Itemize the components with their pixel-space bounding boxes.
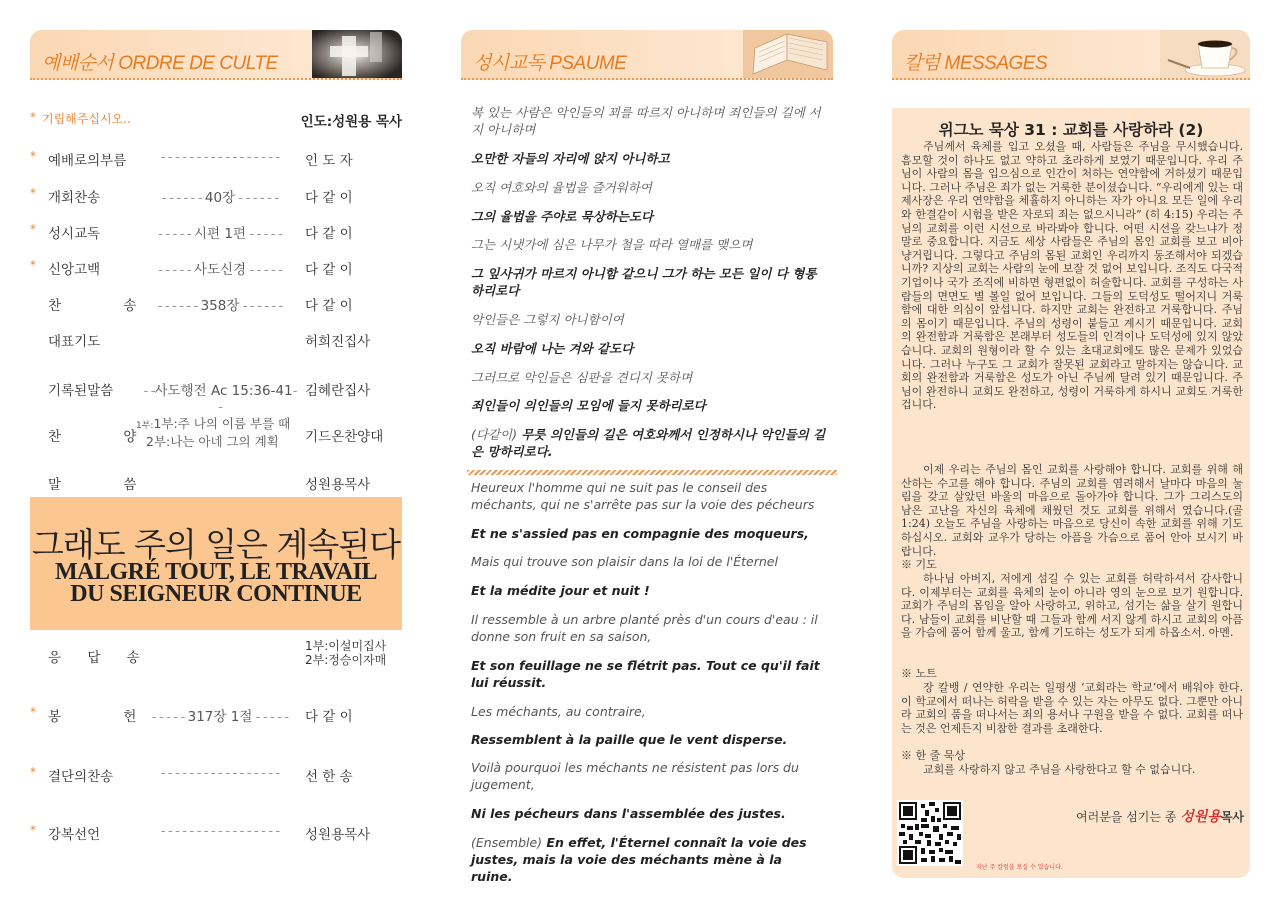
star-mark: * [30, 222, 36, 236]
order-item-detail: - - - - - - 358장 - - - - - - [157, 298, 283, 314]
star-mark: * [30, 823, 36, 837]
order-row [30, 416, 402, 457]
star-mark: * [30, 110, 36, 124]
order-item-detail: - - - - - - - - - - - - - - - - - [160, 149, 280, 165]
order-header-title: 예배순서 ORDRE DE CULTE [42, 53, 278, 74]
messages-header-title: 칼럼 MESSAGES [904, 53, 1048, 74]
order-item-name: 강복선언 [48, 827, 101, 843]
psalm-ko-line: 악인들은 그렇지 아니함이여 [471, 312, 624, 327]
qr-code[interactable] [897, 800, 963, 866]
messages-column [892, 30, 1250, 80]
star-mark: * [30, 186, 36, 200]
prayer-paragraph: 하나님 아버지, 저에게 섬길 수 있는 교회를 허락하셔서 감사합니다. 이제부터는 교회를 육체의 눈이 아니라 영의 눈으로 보기 원합니다. 교회가 주님의 몸임을 알아 사랑하고, 위하고, 섬기는 삶을 살기 원합니다. 남들이 교회를 비난할 때 그들과 함께 서지 않게 하시고 교회의 아픔을 가슴에 품어 함께 울고, 함께 기도하는 성도가 되게 하옵소서. 아멘. [901, 572, 1243, 640]
sermon-title-banner [30, 497, 402, 630]
psalm-ko-line: (다같이) 무릇 의인들의 길은 여호와께서 인정하시나 악인들의 길은 망하리로다. [471, 427, 826, 459]
message-paragraph: 이제 우리는 주님의 몸인 교회를 사랑해야 합니다. 교회를 위해 해산하는 수고를 해야 합니다. 주님의 교회를 염려해서 날마다 마음의 눌림을 갖고 살았던 바울의 마음으로 돌아가야 합니다. 그가 그리스도의 남은 고난을 자신의 육체에 채웠던 것도 교회를 위해서 였습니다.(골 1:24) 오늘도 주님을 사랑하는 마음으로 당신이 속한 교회를 위해 기도하십시오. 교회와 교우가 당하는 아픔을 가슴으로 품어 안아 보시기 바랍니다. [901, 463, 1243, 558]
cross-photo [312, 30, 402, 78]
psalm-ko-line: 그러므로 악인들은 심판을 견디지 못하며 [471, 370, 693, 385]
coffee-photo [1160, 30, 1250, 78]
choir-song-first: 1부:주 나의 이름 부를 때 [153, 416, 291, 431]
prayer-heading: ※ 기도 [901, 558, 937, 571]
order-item-detail: - - - - - - - - - - - - - - - - - [160, 823, 280, 839]
psalm-fr-line: Heureux l'homme qui ne suit pas le conseil des méchants, qui ne s'arrête pas sur la voie des pécheurs [471, 480, 815, 512]
presider: 인도:성원용 목사 [300, 114, 402, 130]
signature-name: 성원용 [1180, 809, 1221, 825]
order-item-leader: 다 같 이 [305, 298, 353, 314]
meditation-line: 교회를 사랑하지 않고 주님을 사랑한다고 할 수 없습니다. [923, 763, 1196, 776]
order-item-leader: 선 한 송 [305, 769, 353, 785]
psalm-ko-line: 복 있는 사람은 악인들의 꾀를 따르지 아니하며 죄인들의 길에 서지 아니하며 [471, 105, 821, 137]
order-item-leader: 성원용목사 [305, 827, 371, 843]
psalm-fr-line: Et ne s'assied pas en compagnie des moqueurs, [471, 526, 809, 541]
psalm-ko-line: 그의 율법을 주야로 묵상하는도다 [471, 209, 654, 224]
order-item-detail: - - - - - - 40장 - - - - - - [161, 190, 279, 206]
qr-note: 지난 주 칼럼을 보실 수 있습니다. [976, 864, 1063, 871]
sermon-title-korean: 그래도 주의 일은 계속된다 [31, 525, 401, 564]
order-item-name: 말 씀 [48, 477, 137, 493]
order-item-leader: 1부:이설미집사 2부:정승이자매 [305, 639, 387, 667]
note-heading: ※ 노트 [901, 667, 937, 680]
messages-header [892, 30, 1250, 80]
star-mark: * [30, 149, 36, 163]
order-item-leader: 다 같 이 [305, 226, 353, 242]
psalm-column [461, 30, 833, 80]
psalm-header-title: 성시교독 PSAUME [473, 53, 627, 74]
order-item-detail: - -사도행전 Ac 15:36-41- - [143, 383, 297, 415]
order-item-name: 응 답 송 [48, 650, 140, 666]
choir-song-second: 2부:나는 아네 그의 계획 [146, 434, 279, 449]
order-column [30, 30, 402, 80]
order-item-leader: 성원용목사 [305, 477, 371, 493]
order-item-name: 개회찬송 [48, 190, 101, 206]
order-item-leader: 다 같 이 [305, 190, 353, 206]
psalm-fr-line: (Ensemble) En effet, l'Éternel connaît la voie des justes, mais la voie des méchants mène à la ruine. [471, 835, 807, 884]
psalm-fr-line: Mais qui trouve son plaisir dans la loi de l'Éternel [471, 554, 778, 569]
psalm-ko-line: 죄인들이 의인들의 모임에 들지 못하리로다 [471, 398, 706, 413]
order-item-leader: 허희진집사 [305, 334, 371, 350]
psalm-fr-line: Il ressemble à un arbre planté près d'un cours d'eau : il donne son fruit en sa saison, [471, 612, 818, 644]
order-item-name: 찬 송 [48, 298, 137, 314]
order-item-detail: 1부:1부:주 나의 이름 부를 때 2부:나는 아네 그의 계획 [136, 416, 291, 449]
psalm-ko-line: 그는 시냇가에 심은 나무가 철을 따라 열매를 맺으며 [471, 237, 753, 252]
psalm-fr-line: Et la médite jour et nuit ! [471, 583, 650, 598]
star-mark: * [30, 705, 36, 719]
psalm-fr-line: Et son feuillage ne se flétrit pas. Tout ce qu'il fait lui réussit. [471, 658, 820, 690]
psalm-fr-line: Ni les pécheurs dans l'assemblée des justes. [471, 806, 786, 821]
order-item-detail: - - - - - 317장 1절 - - - - - [151, 709, 289, 725]
meditation-heading: ※ 한 줄 묵상 [901, 749, 965, 762]
stand-instruction: 기립해주십시오.. [42, 112, 131, 126]
order-item-name: 성시교독 [48, 226, 101, 242]
message-paragraph: 주님께서 육체를 입고 오셨을 때, 사람들은 주님을 무시했습니다. 흠모할 것이 하나도 없고 약하고 초라하게 보였기 때문입니다. 우리 주님이 사람의 몸을 입으심으로 인간이 처하는 연약함에 거하셨기 때문입니다. 그러나 주님은 죄가 없는 거룩한 분이셨습니다. “우리에게 있는 대제사장은 우리 연약함을 체휼하지 아니하는 자가 아니요 모든 일에 우리와 한결같이 시험을 받은 자로되 죄는 없으시니라” (히 4:15) 우리는 주님의 교회를 이런 시선으로 바라봐야 합니다. 어떤 시선을 갖느냐가 정말로 중요합니다. 지금도 세상 사람들은 주님의 몸인 교회를 보고 비아냥거립니다. 그렇다고 주님의 몸된 교회인 우리까지 동조해서야 되겠습니까? 지상의 교회는 사람의 눈에 보잘 것 없어 보입니다. 조직도 다국적 기업이나 국가 조직에 비하면 형편없이 허술합니다. 교회를 구성하는 사람들의 면면도 별 볼일 없어 보입니다. 그들의 도덕성도 떨어지니 거룩함에 대한 의심이 앞섭니다. 하지만 교회는 완전하고 거룩합니다. 주님의 몸이기 때문입니다. 주님의 성령이 붙들고 계시기 때문입니다. 교회의 완전함과 거룩함은 본래부터 성도들의 인격이나 도덕성에 있지 않았습니다. 교회의 원형이라 할 수 있는 초대교회에도 많은 문제가 있었습니다. 그러나 누구도 그 교회가 잘못된 교회라고 말하지는 않습니다. 교회의 완전함과 거룩함은 성도가 아닌 주님께 달려 있기 때문입니다. 주님이 완전하니 교회도 완전하고, 성령이 거룩하게 하시니 교회도 거룩한 겁니다. [901, 140, 1243, 412]
sermon-title-french: MALGRÉ TOUT, LE TRAVAIL DU SEIGNEUR CONTINUE [55, 559, 377, 607]
order-item-name: 찬 양 [48, 429, 137, 445]
order-item-detail: - - - - - - - - - - - - - - - - - [160, 765, 280, 781]
signature-title: 목사 [1220, 810, 1244, 824]
psalm-fr-line: Voilà pourquoi les méchants ne résistent pas lors du jugement, [471, 760, 799, 792]
star-mark: * [30, 258, 36, 272]
order-item-detail: - - - - - 사도신경 - - - - - [158, 262, 282, 278]
order-item-name: 기록된말씀 [48, 383, 114, 399]
order-item-leader: 다 같 이 [305, 709, 353, 725]
order-item-leader: 김혜란집사 [305, 383, 371, 399]
order-item-name: 신앙고백 [48, 262, 101, 278]
psalm-fr-line: Les méchants, au contraire, [471, 704, 646, 719]
signature-line [1040, 806, 1244, 826]
psalm-ko-line: 오직 여호와의 율법을 즐거워하여 [471, 180, 652, 195]
psalm-ko-line: 오만한 자들의 자리에 앉지 아니하고 [471, 151, 670, 166]
psalm-header [461, 30, 833, 80]
order-item-name: 봉 헌 [48, 709, 137, 725]
order-item-leader: 인 도 자 [305, 153, 353, 169]
order-item-name: 대표기도 [48, 334, 101, 350]
section-divider [467, 470, 837, 475]
order-item-name: 예배로의부름 [48, 153, 127, 169]
psalm-ko-line: 그 잎사귀가 마르지 아니함 같으니 그가 하는 모든 일이 다 형통하리로다 [471, 266, 817, 298]
order-item-detail: - - - - - 시편 1편 - - - - - [158, 226, 282, 242]
psalm-fr-line: Ressemblent à la paille que le vent disperse. [471, 732, 788, 747]
note-paragraph: 장 칼뱅 / 연약한 우리는 일평생 ‘교회라는 학교’에서 배워야 한다. 이 학교에서 떠나는 허락을 받을 수 있는 자는 아무도 없다. 그뿐만 아니라 교회의 품을 떠나서는 죄의 용서나 구원을 받을 수 없다. 교회를 떠나는 것은 언제든지 비참한 결과를 초래한다. [901, 681, 1243, 735]
psalm-ko-line: 오직 바람에 나는 겨와 같도다 [471, 341, 634, 356]
signature-prefix: 여러분을 섬기는 종 [1076, 810, 1177, 824]
message-title: 위그노 묵상 31 : 교회를 사랑하라 (2) [938, 121, 1204, 139]
order-item-leader: 다 같 이 [305, 262, 353, 278]
star-mark: * [30, 765, 36, 779]
book-photo [743, 30, 833, 78]
order-header [30, 30, 402, 80]
order-item-name: 결단의찬송 [48, 769, 114, 785]
order-item-leader: 기드온찬양대 [305, 429, 384, 445]
